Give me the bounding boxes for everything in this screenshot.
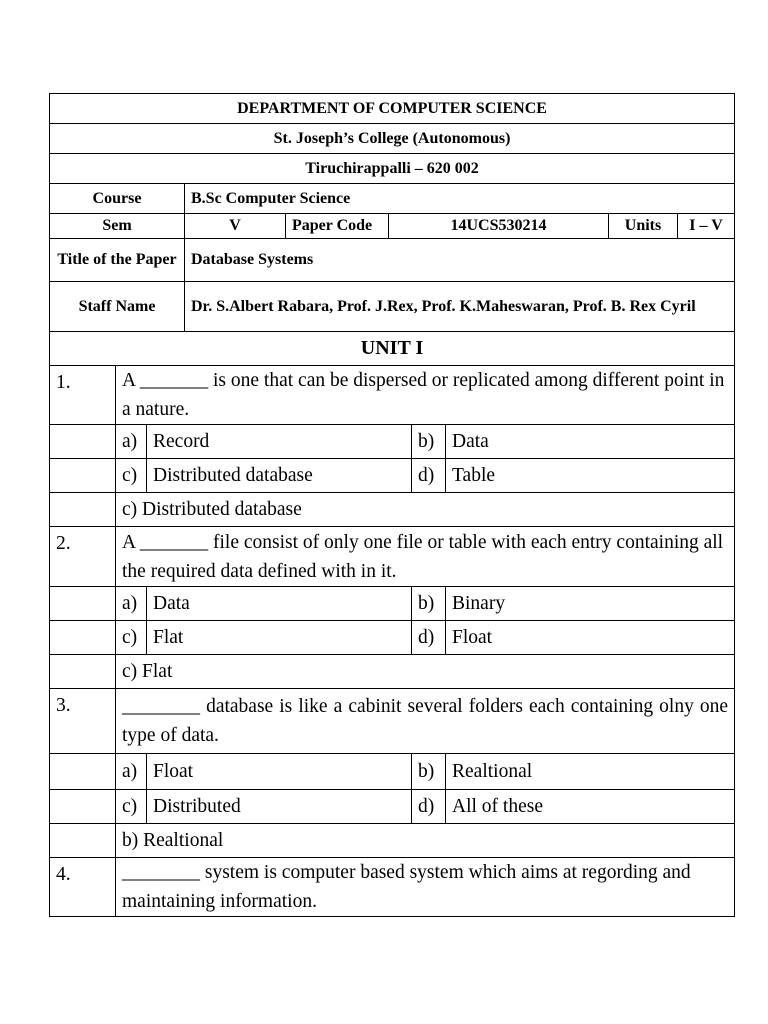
q1-option-d: Table [446,459,735,493]
header-table [49,93,735,332]
questions-table [49,331,735,917]
sem-label: Sem [50,214,185,239]
units-label: Units [609,214,678,239]
q3-option-d-label: d) [412,790,446,824]
college-location: Tiruchirappalli – 620 002 [50,154,735,184]
q1-option-c-label: c) [116,459,147,493]
q3-answer: b) Realtional [116,824,735,858]
q3-option-b: Realtional [446,754,735,790]
units-value: I – V [678,214,735,239]
paper-code-value: 14UCS530214 [389,214,609,239]
q1-option-d-label: d) [412,459,446,493]
staff-label: Staff Name [50,282,185,332]
q1-option-c: Distributed database [147,459,412,493]
q2-option-c-label: c) [116,621,147,655]
question-2-number: 2. [50,527,116,587]
q3-option-c: Distributed [147,790,412,824]
question-4-text: ________ system is computer based system which aims at regording and maintaining information. [116,858,735,917]
title-value: Database Systems [185,239,735,282]
sem-value: V [185,214,286,239]
college-name: St. Joseph’s College (Autonomous) [50,124,735,154]
question-3-text: ________ database is like a cabinit several folders each containing olny one type of data. [116,689,735,754]
question-3-number: 3. [50,689,116,754]
q3-option-a: Float [147,754,412,790]
question-2-text: A _______ file consist of only one file or table with each entry containing all the required data defined with in it. [116,527,735,587]
q1-answer: c) Distributed database [116,493,735,527]
q3-option-b-label: b) [412,754,446,790]
unit-title: UNIT I [50,332,735,366]
question-1-text: A _______ is one that can be dispersed or replicated among different point in a nature. [116,366,735,425]
paper-code-label: Paper Code [286,214,389,239]
q1-option-b: Data [446,425,735,459]
q2-option-d-label: d) [412,621,446,655]
q1-option-a-label: a) [116,425,147,459]
q2-option-d: Float [446,621,735,655]
course-value: B.Sc Computer Science [185,184,735,214]
q2-answer: c) Flat [116,655,735,689]
course-label: Course [50,184,185,214]
title-label: Title of the Paper [50,239,185,282]
staff-value: Dr. S.Albert Rabara, Prof. J.Rex, Prof. K.Maheswaran, Prof. B. Rex Cyril [185,282,735,332]
q2-option-b-label: b) [412,587,446,621]
q2-option-c: Flat [147,621,412,655]
q1-option-b-label: b) [412,425,446,459]
question-1-number: 1. [50,366,116,425]
q1-option-a: Record [147,425,412,459]
q2-option-b: Binary [446,587,735,621]
q3-option-d: All of these [446,790,735,824]
q3-option-a-label: a) [116,754,147,790]
question-4-number: 4. [50,858,116,917]
q2-option-a-label: a) [116,587,147,621]
question-paper [49,93,734,917]
q2-option-a: Data [147,587,412,621]
q3-option-c-label: c) [116,790,147,824]
department-title: DEPARTMENT OF COMPUTER SCIENCE [50,94,735,124]
